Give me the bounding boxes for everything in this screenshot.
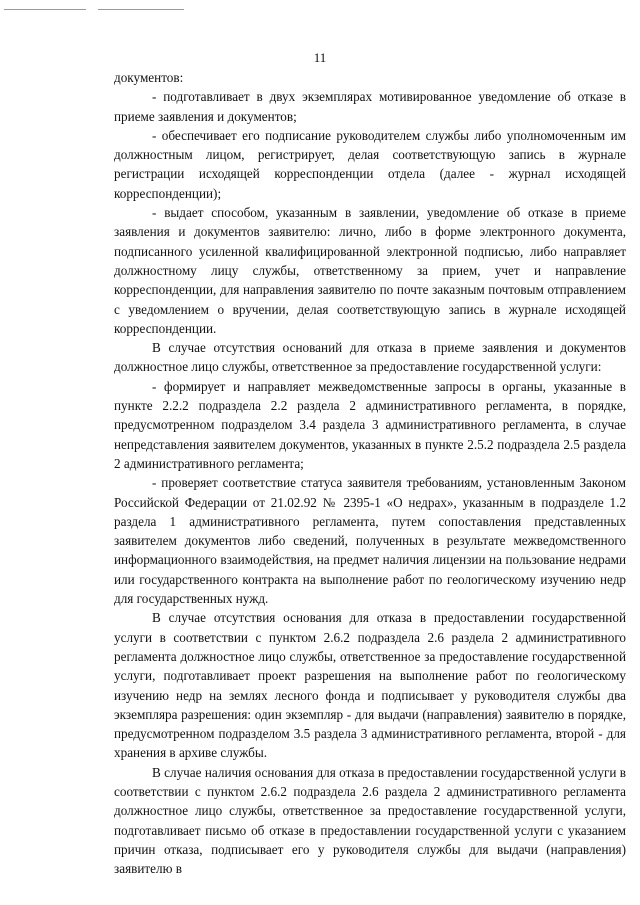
- list-item-sign-register: - обеспечивает его подписание руководителем службы либо уполномоченным им должностным лицом, регистрирует, делая соответствующую запись в журнале регистрации исходящей корреспонденции отдела (далее - журнал исходящей корреспонденции);: [114, 127, 626, 201]
- paragraph-no-grounds-reception: В случае отсутствия оснований для отказа в приеме заявления и документов должностное лицо службы, ответственное за предоставление государственной услуги:: [114, 340, 626, 375]
- paragraph-refusal-letter: В случае наличия основания для отказа в предоставлении государственной услуги в соответствии с пунктом 2.6.2 подраздела 2.6 раздела 2 административного регламента должностное лицо службы, ответственное за предоставление государственной услуги, подготавливает письмо об отказе в предоставлении государственной услуги с указанием причин отказа, подписывает его у руководителя службы для выдачи (направления) заявителю в: [114, 764, 626, 877]
- list-item-prepare-notice: - подготавливает в двух экземплярах мотивированное уведомление об отказе в приеме заявления и документов;: [114, 89, 626, 124]
- paragraph-continuation: документов:: [114, 70, 184, 85]
- document-body: [114, 68, 626, 878]
- list-item-status-check: - проверяет соответствие статуса заявителя требованиям, установленным Законом Российской Федерации от 21.02.92 № 2395-1 «О недрах», указанным в подразделе 1.2 раздела 1 административного регламента, путем сопоставления представленных заявителем документов либо сведений, полученных в результате межведомственного информационного взаимодействия, на предмет наличия лицензии на пользование недрами или государственного контракта на выполнение работ по геологическому изучению недр для государственных нужд.: [114, 475, 626, 607]
- paragraph-permit-preparation: В случае отсутствия основания для отказа в предоставлении государственной услуги в соответствии с пунктом 2.6.2 подраздела 2.6 раздела 2 административного регламента должностное лицо службы, ответственное за предоставление государственной услуги, подготавливает проект разрешения на выполнение работ по геологическому изучению недр на землях лесного фонда и подписывает у руководителя службы два экземпляра разрешения: один экземпляр - для выдачи (направления) заявителю в порядке, предусмотренном подразделом 3.5 раздела 3 административного регламента, второй - для хранения в архиве службы.: [114, 610, 626, 761]
- scan-artifact-line-right: [98, 9, 184, 10]
- list-item-interagency-requests: - формирует и направляет межведомственные запросы в органы, указанные в пункте 2.2.2 подраздела 2.2 раздела 2 административного регламента, в порядке, предусмотренном подразделом 3.4 раздела 3 административного регламента, в случае непредставления заявителем документов, указанных в пункте 2.5.2 подраздела 2.5 раздела 2 административного регламента;: [114, 378, 626, 471]
- list-item-deliver-notice: - выдает способом, указанным в заявлении, уведомление об отказе в приеме заявления и документов заявителю: лично, либо в форме электронного документа, подписанного усиленной квалифицированной электронной подписью, либо направляет должностному лицу службы, ответственному за прием, учет и направление корреспонденции, для направления заявителю по почте заказным почтовым отправлением с уведомлением о вручении, делая соответствующую запись в журнале исходящей корреспонденции.: [114, 205, 626, 336]
- scan-artifact-line-left: [4, 9, 86, 10]
- page-number: 11: [313, 50, 327, 65]
